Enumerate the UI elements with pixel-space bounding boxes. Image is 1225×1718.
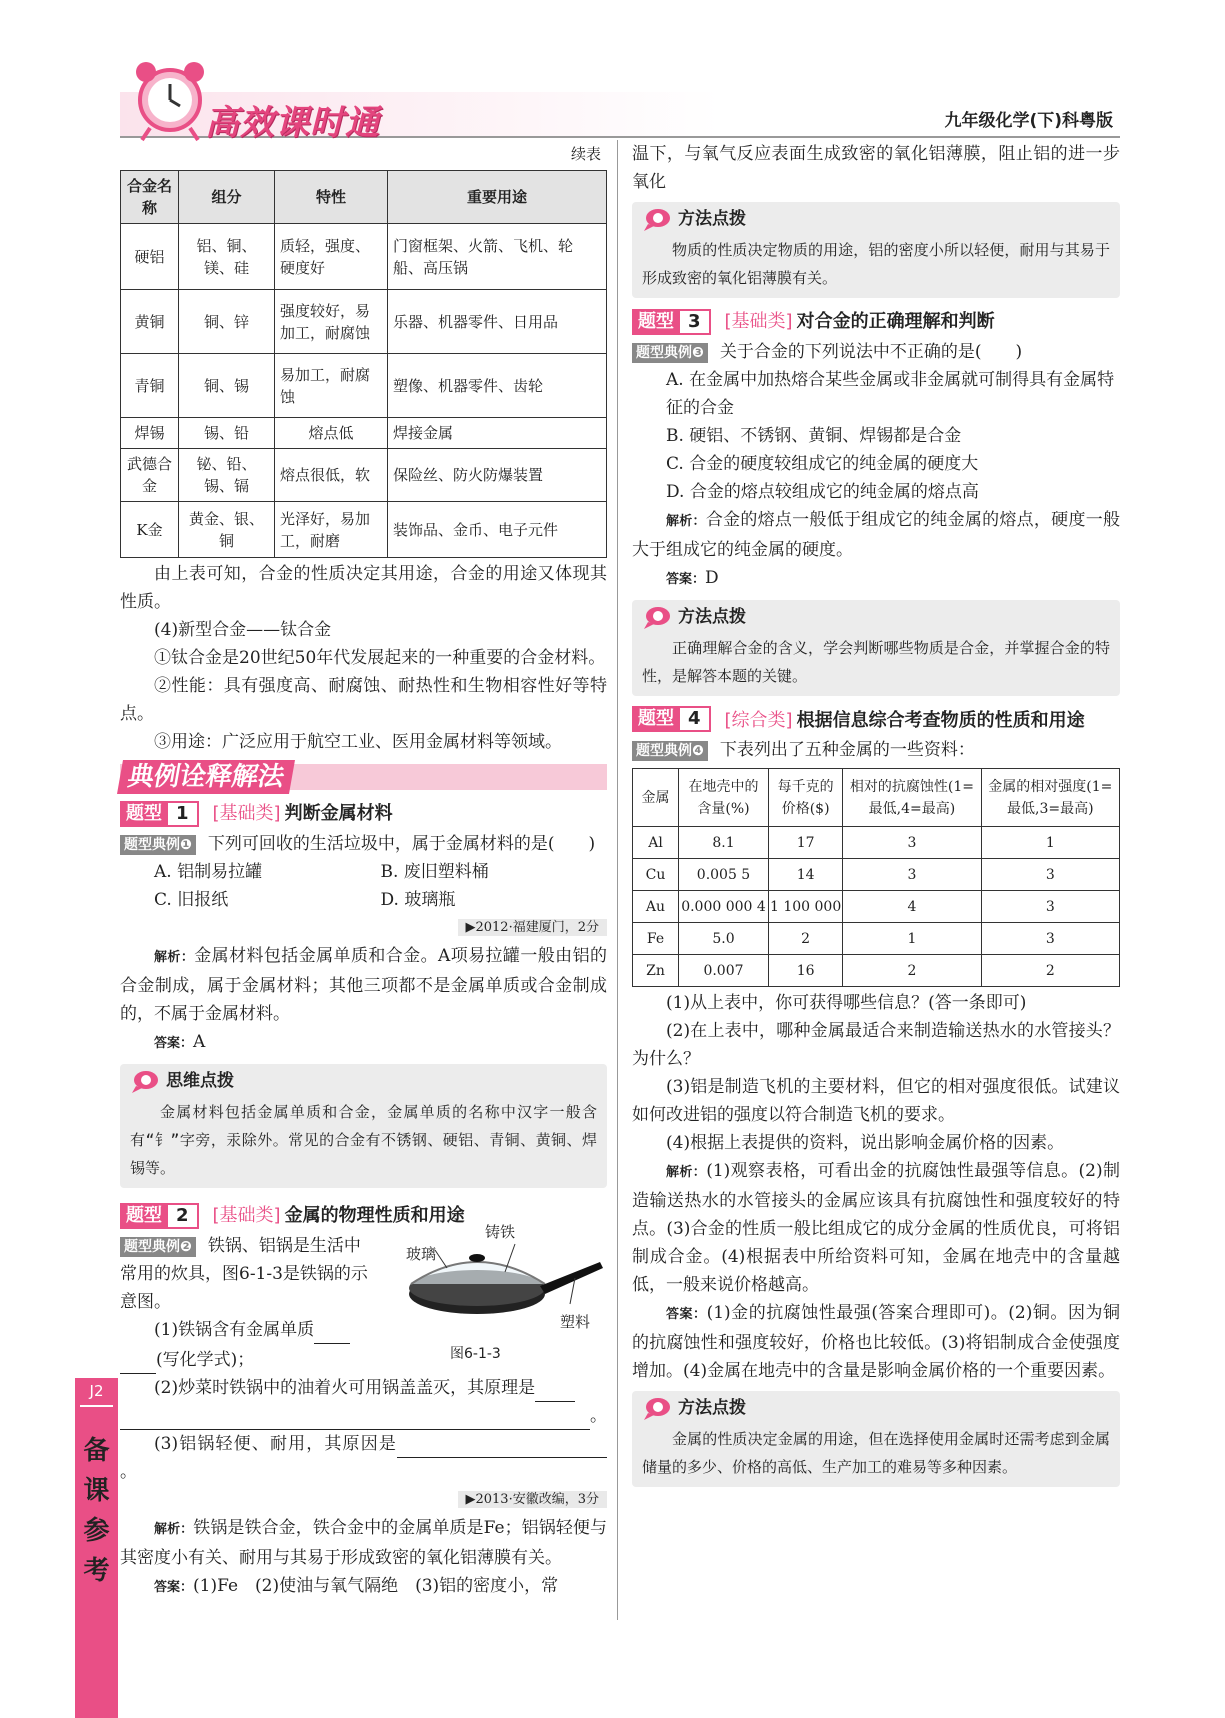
table-cell: 焊接金属 (388, 418, 607, 449)
answer-text: (1)Fe (2)使油与氧气隔绝 (3)铝的密度小，常 (193, 1576, 559, 1596)
table-row (633, 891, 1120, 923)
tip-box (120, 1064, 607, 1188)
option: A. 在金属中加热熔合某些金属或非金属就可制得具有金属特征的合金 (666, 370, 1115, 418)
table-cell: 武德合金 (121, 449, 179, 502)
option: C. 合金的硬度较组成它的纯金属的硬度大 (666, 454, 979, 474)
sub-question-text: (1)铁锅含有金属单质 (154, 1320, 315, 1340)
table-cell: 门窗框架、火箭、飞机、轮船、高压锅 (388, 224, 607, 290)
question-type-tag: 题型 (120, 801, 168, 827)
figure-label-glass: 玻璃 (406, 1245, 437, 1263)
rail-divider (80, 1405, 113, 1407)
table-cell: 2 (843, 955, 981, 987)
tip-body: 金属的性质决定金属的用途，但在选择使用金属时还需考虑到金属储量的多少、价格的高低、生产加工的难易等多种因素。 (642, 1430, 1110, 1476)
table-header: 每千克的价格($) (769, 769, 843, 827)
question-type-number: 2 (168, 1203, 199, 1229)
table-header: 组分 (179, 171, 275, 224)
table-header: 金属 (633, 769, 679, 827)
table-cell: Zn (633, 955, 679, 987)
question-type-heading (632, 706, 1120, 736)
table-header: 相对的抗腐蚀性(1=最低,4=最高) (843, 769, 981, 827)
table-cell: K金 (121, 502, 179, 558)
answer-text: A (193, 1032, 206, 1052)
speech-bubble-icon (642, 206, 672, 232)
table-row (633, 955, 1120, 987)
paragraph: ①钛合金是20世纪50年代发展起来的一种重要的合金材料。 (154, 648, 606, 668)
paragraph: (4)新型合金——钛合金 (154, 620, 332, 640)
answer-blank[interactable] (314, 1343, 350, 1344)
question-type-heading (120, 798, 607, 830)
source-note (120, 914, 607, 942)
table-cell: 3 (981, 859, 1119, 891)
question-type-number: 4 (680, 706, 711, 732)
table-cell: 铜、锌 (179, 290, 275, 354)
tip-title: 思维点拨 (166, 1071, 234, 1091)
paragraph: 温下，与氧气反应表面生成致密的氧化铝薄膜，阻止铝的进一步氧化 (632, 144, 1120, 192)
tip-header (642, 1391, 1110, 1425)
table-cell: 1 100 000 (769, 891, 843, 923)
question-type-title: 对合金的正确理解和判断 (796, 311, 995, 332)
table-cell: 熔点低 (275, 418, 388, 449)
sub-question: (3)铝是制造飞机的主要材料，但它的相对强度很低。试建议如何改进铝的强度以符合制造飞机的要求。 (632, 1077, 1120, 1125)
tip-body: 金属材料包括金属单质和合金，金属单质的名称中汉字一般含有“钅”字旁，汞除外。常见的合金有不锈钢、硬铝、青铜、黄铜、焊锡等。 (130, 1103, 597, 1177)
table-cell: 装饰品、金币、电子元件 (388, 502, 607, 558)
tip-header (642, 202, 1110, 236)
analysis-text: 金属材料包括金属单质和合金。A项易拉罐一般由铝的合金制成，属于金属材料；其他三项都不是金属单质或合金制成的，不属于金属材料。 (120, 946, 607, 1024)
question-stem (632, 338, 1120, 366)
sub-question (120, 1430, 607, 1486)
question-stem (120, 1232, 375, 1344)
table-cell: 铝、铜、镁、硅 (179, 224, 275, 290)
metal-data-table (632, 768, 1120, 987)
source-text: ▶2012·福建厦门，2分 (458, 919, 608, 936)
speech-bubble-icon (642, 604, 672, 630)
table-cell: 17 (769, 827, 843, 859)
sub-question: (2)在上表中，哪种金属最适合来制造输送热水的水管接头？为什么？ (632, 1021, 1120, 1069)
answer (632, 1299, 1120, 1385)
analysis-label: 解析： (666, 1165, 707, 1180)
option: B. 废旧塑料桶 (380, 862, 489, 882)
table-cell: 强度较好，易加工，耐腐蚀 (275, 290, 388, 354)
table-row (633, 827, 1120, 859)
table-continued-label: 续表 (570, 145, 601, 163)
sub-question (120, 1374, 607, 1402)
table-row (633, 859, 1120, 891)
speech-bubble-icon (130, 1068, 160, 1094)
question-type-title: 根据信息综合考查物质的性质和用途 (796, 710, 1085, 731)
rail-page-code: J2 (89, 1382, 104, 1400)
table-cell: 3 (981, 891, 1119, 923)
answer (120, 1028, 607, 1058)
table-cell: 3 (843, 859, 981, 891)
table-cell: 14 (769, 859, 843, 891)
rail-char: 课 (83, 1476, 110, 1506)
source-note (120, 1486, 607, 1514)
option: A. 铝制易拉罐 (154, 862, 263, 882)
tip-title: 方法点拨 (678, 209, 746, 229)
analysis-label: 解析： (666, 514, 706, 529)
option: B. 硬铝、不锈钢、黄铜、焊锡都是合金 (666, 426, 962, 446)
table-cell: Au (633, 891, 679, 923)
answer-text: D (705, 568, 719, 588)
table-cell: 4 (843, 891, 981, 923)
answer-label: 答案： (666, 572, 706, 587)
table-row (121, 502, 607, 558)
table-cell: 16 (769, 955, 843, 987)
table-cell: 1 (981, 827, 1119, 859)
table-cell: 黄金、银、铜 (179, 502, 275, 558)
rail-char: 参 (83, 1516, 110, 1546)
question-type-title: 判断金属材料 (284, 803, 393, 824)
analysis-label: 解析： (154, 1522, 194, 1537)
stem-text: 下列可回收的生活垃圾中，属于金属材料的是( ) (207, 834, 596, 854)
table-row (121, 224, 607, 290)
stem-text: 关于合金的下列说法中不正确的是( ) (719, 342, 1023, 362)
table-cell: 2 (769, 923, 843, 955)
stem-text: 铁锅、铝锅是生活中常用的炊具，图6-1-3是铁锅的示意图。 (120, 1236, 368, 1312)
question-stem (120, 830, 607, 858)
question-type-tag: 题型 (120, 1203, 168, 1229)
analysis (120, 1514, 607, 1572)
rail-char: 备 (83, 1436, 110, 1466)
table-cell: 1 (843, 923, 981, 955)
table-cell: 焊锡 (121, 418, 179, 449)
table-cell: 质轻，强度、硬度好 (275, 224, 388, 290)
paragraph: 由上表可知，合金的性质决定其用途，合金的用途又体现其性质。 (120, 564, 607, 612)
question-class: [基础类] (724, 311, 793, 332)
example-badge: 题型典例❶ (120, 835, 196, 855)
table-header: 金属的相对强度(1=最低,3=最高) (981, 769, 1119, 827)
tip-title: 方法点拨 (678, 1398, 746, 1418)
table-row (121, 418, 607, 449)
answer (632, 564, 1120, 594)
section-banner-title: 典例诠释解法 (117, 760, 295, 794)
tip-body: 物质的性质决定物质的用途，铝的密度小所以轻便，耐用与其易于形成致密的氧化铝薄膜有关。 (642, 241, 1110, 287)
table-cell: 乐器、机器零件、日用品 (388, 290, 607, 354)
right-column (632, 140, 1120, 1493)
answer-blank[interactable] (120, 1373, 156, 1374)
table-cell: 5.0 (679, 923, 769, 955)
table-cell: 2 (981, 955, 1119, 987)
answer (120, 1572, 607, 1602)
table-header: 重要用途 (388, 171, 607, 224)
tip-box (632, 1391, 1120, 1487)
tip-box (632, 202, 1120, 298)
table-cell: 0.007 (679, 955, 769, 987)
example-badge: 题型典例❹ (632, 741, 708, 761)
question-class: [基础类] (212, 803, 281, 824)
question-class: [基础类] (212, 1205, 281, 1226)
alloy-table (120, 170, 607, 558)
rail-char: 考 (83, 1556, 110, 1586)
table-cell: 易加工，耐腐蚀 (275, 354, 388, 418)
side-rail (75, 1378, 118, 1718)
table-cell: 保险丝、防火防爆装置 (388, 449, 607, 502)
table-row (121, 449, 607, 502)
answer-text: (1)金的抗腐蚀性最强(答案合理即可)。(2)铜。因为铜的抗腐蚀性和强度较好，价格也比较低。(3)将铝制成合金使强度增加。(4)金属在地壳中的含量是影响金属价格的一个重要因素。 (632, 1303, 1120, 1381)
brand-title: 高效课时通 (205, 103, 380, 143)
sub-question (120, 1402, 607, 1430)
table-cell: Cu (633, 859, 679, 891)
tip-header (642, 600, 1110, 634)
table-cell: 铋、铅、锡、镉 (179, 449, 275, 502)
table-header: 特性 (275, 171, 388, 224)
question-stem (632, 736, 1120, 764)
table-row (121, 354, 607, 418)
table-row (633, 923, 1120, 955)
analysis (120, 942, 607, 1028)
answer-label: 答案： (154, 1036, 194, 1051)
question-type-heading (632, 306, 1120, 338)
stem-text: 下表列出了五种金属的一些资料： (719, 740, 975, 760)
question-type-tag: 题型 (632, 706, 680, 732)
sub-question (120, 1316, 375, 1344)
question-type-number: 3 (680, 309, 711, 335)
paragraph: ②性能：具有强度高、耐腐蚀、耐热性和生物相容性好等特点。 (120, 676, 607, 724)
table-header: 合金名称 (121, 171, 179, 224)
question-type-title: 金属的物理性质和用途 (284, 1205, 465, 1226)
tip-body: 正确理解合金的含义，学会判断哪些物质是合金，并掌握合金的特性，是解答本题的关键。 (642, 639, 1110, 685)
table-header: 在地壳中的含量(%) (679, 769, 769, 827)
table-cell: 硬铝 (121, 224, 179, 290)
table-cell: 青铜 (121, 354, 179, 418)
table-cell: Fe (633, 923, 679, 955)
edition-label: 九年级化学(下)科粤版 (944, 111, 1113, 131)
option-row (120, 858, 607, 886)
option: C. 旧报纸 (154, 890, 229, 910)
table-cell: 黄铜 (121, 290, 179, 354)
left-column (120, 140, 607, 1602)
section-banner (120, 760, 607, 794)
tip-box (632, 600, 1120, 696)
example-badge: 题型典例❸ (632, 343, 708, 363)
answer-label: 答案： (666, 1307, 707, 1322)
table-cell: 铜、锡 (179, 354, 275, 418)
question-class: [综合类] (724, 710, 793, 731)
table-cell: Al (633, 827, 679, 859)
tip-title: 方法点拨 (678, 607, 746, 627)
figure-label-plastic: 塑料 (560, 1313, 591, 1331)
sub-question: (1)从上表中，你可获得哪些信息？(答一条即可) (666, 993, 1027, 1013)
analysis-text: 铁锅是铁合金，铁合金中的金属单质是Fe；铝锅轻便与其密度小有关、耐用与其易于形成致密的氧化铝薄膜有关。 (120, 1518, 607, 1568)
option: D. 玻璃瓶 (380, 890, 456, 910)
example-badge: 题型典例❷ (120, 1237, 196, 1257)
table-row (121, 290, 607, 354)
column-divider (617, 140, 618, 1620)
question-type-tag: 题型 (632, 309, 680, 335)
figure-caption: 图6-1-3 (450, 1346, 501, 1362)
table-cell: 锡、铅 (179, 418, 275, 449)
analysis-text: (1)观察表格，可看出金的抗腐蚀性最强等信息。(2)制造输送热水的水管接头的金属应该具有抗腐蚀性和强度较好的特点。(3)合金的性质一般比组成它的成分金属的性质优良，可将铝制成合金。(4)根据表中所给资料可知，金属在地壳中的含量越低，一般来说价格越高。 (632, 1161, 1120, 1295)
sub-question: (4)根据上表提供的资料，说出影响金属价格的因素。 (666, 1133, 1065, 1153)
speech-bubble-icon (642, 1395, 672, 1421)
table-cell: 熔点很低，软 (275, 449, 388, 502)
q2-block (120, 1223, 607, 1372)
table-cell: 光泽好，易加工，耐磨 (275, 502, 388, 558)
source-text: ▶2013·安徽改编，3分 (458, 1491, 608, 1508)
table-cell: 3 (981, 923, 1119, 955)
sub-question-text: (2)炒菜时铁锅中的油着火可用锅盖盖灭，其原理是 (154, 1378, 536, 1398)
answer-label: 答案： (154, 1580, 194, 1595)
period: 。 (120, 1462, 137, 1482)
sub-question-text: (3)铝锅轻便、耐用，其原因是 (154, 1434, 397, 1454)
table-cell: 0.005 5 (679, 859, 769, 891)
tip-header (130, 1064, 597, 1098)
analysis-text: 合金的熔点一般低于组成它的纯金属的熔点，硬度一般大于组成它的纯金属的硬度。 (632, 510, 1120, 560)
analysis (632, 506, 1120, 564)
option-row (120, 886, 607, 914)
table-cell: 3 (843, 827, 981, 859)
figure-label-iron: 铸铁 (485, 1223, 516, 1241)
analysis-label: 解析： (154, 950, 195, 965)
question-type-heading (120, 1200, 607, 1232)
paragraph: ③用途：广泛应用于航空工业、医用金属材料等领域。 (154, 732, 562, 752)
table-cell: 0.000 000 4 (679, 891, 769, 923)
table-cell: 塑像、机器零件、齿轮 (388, 354, 607, 418)
answer-blank[interactable] (397, 1457, 607, 1458)
table-cell: 8.1 (679, 827, 769, 859)
sub-question-text: (写化学式)； (156, 1350, 255, 1370)
question-type-number: 1 (168, 801, 199, 827)
analysis (632, 1157, 1120, 1299)
option: D. 合金的熔点较组成它的纯金属的熔点高 (666, 482, 979, 502)
period: 。 (590, 1406, 607, 1426)
